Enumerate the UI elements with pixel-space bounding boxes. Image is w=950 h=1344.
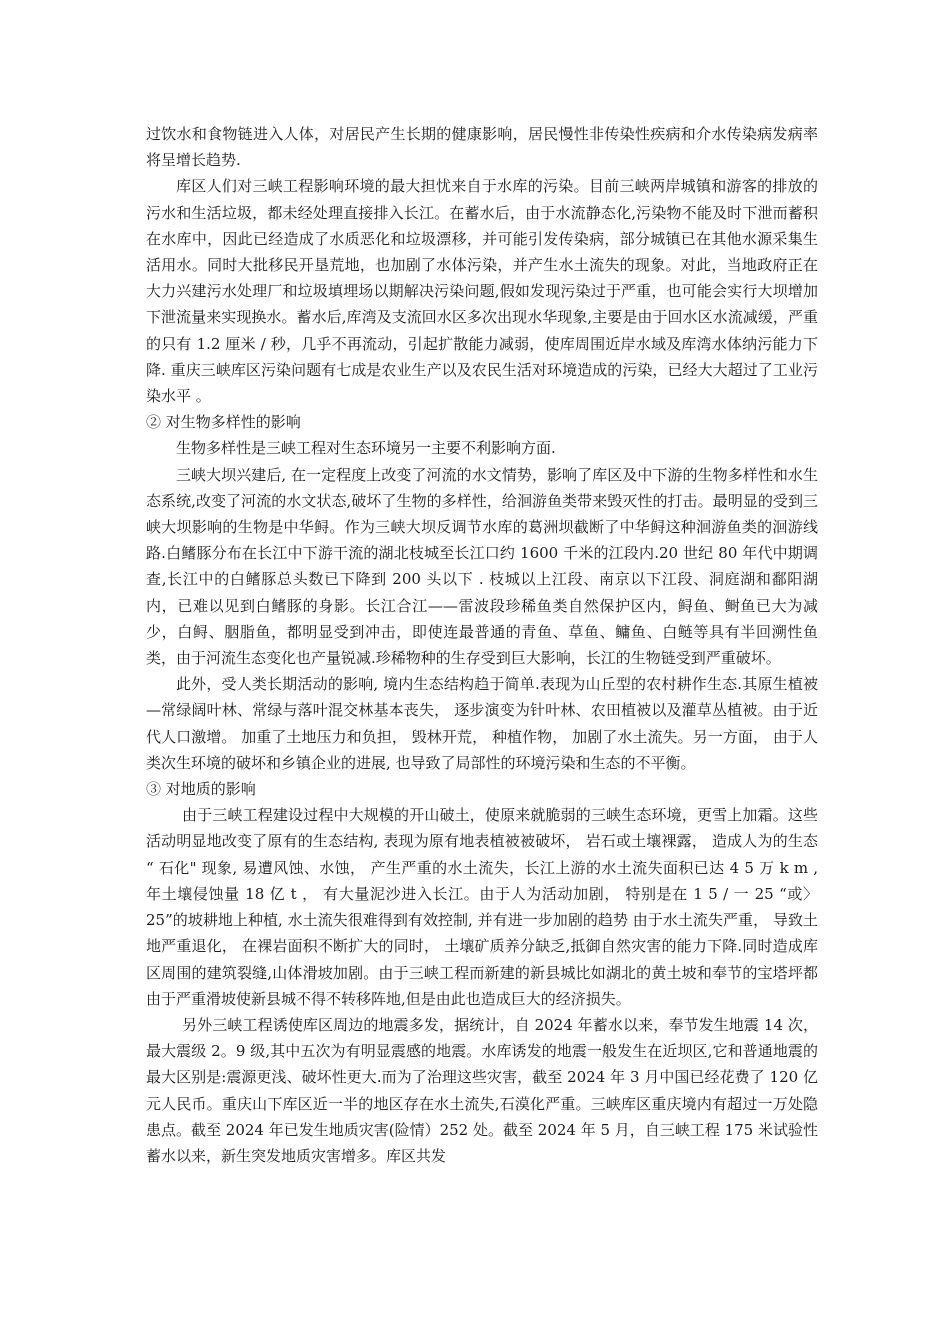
paragraph-earthquakes: 另外三峡工程诱使库区周边的地震多发，据统计，自 2024 年蓄水以来，奉节发生地震 14 次，最大震级 2。9 级,其中五次为有明显震感的地震。水库诱发的地震一般发生在近坝区,它和普通地震的最大区别是:震源更浅、破坏性更大.而为了治理这些灾害，截至 2024 年 3 月中国已经花费了 120 亿元人民币。重庆山下库区近一半的地区存在水土流失,石漠化严重。三峡库区重庆境内有超过一万处隐患点。截至 2024 年已发生地质灾害(险情）252 处。截至 2024 年 5 月，自三峡工程 175 米试验性蓄水以来，新生突发地质灾害增多。库区共发 bbox=[146, 1015, 818, 1165]
paragraph-soil-erosion: 由于三峡工程建设过程中大规模的开山破土，使原来就脆弱的三峡生态环境，更雪上加霜。这些活动明显地改变了原有的生态结构, 表现为原有地表植被被破坏， 岩石或土壤裸露， 造成人为的生态 “ 石化" 现象, 易遭风蚀、水蚀， 产生严重的水土流失，长江上游的水土流失面积已达 4 5 万 k m , 年土壤侵蚀量 18 亿 t ， 有大量泥沙进入长江。由于人为活动加剧， 特别是在 1 5 / 一 25 “或〉 25”的坡耕地上种植, 水土流失很难得到有效控制, 并有进一步加剧的趋势 由于水土流失严重， 导致土地严重退化， 在裸岩面积不断扩大的同时， 土壤矿质养分缺乏,抵御自然灾害的能力下降.同时造成库区周围的建筑裂缝,山体滑坡加剧。由于三峡工程而新建的新县城比如湖北的黄土坡和奉节的宝塔坪都由于严重滑坡使新县城不得不转移阵地,但是由此也造成巨大的经济损失。 bbox=[146, 806, 818, 1008]
paragraph-human-activity: 此外，受人类长期活动的影响, 境内生态结构趋于简单.表现为山丘型的农村耕作生态.其原生植被—常绿阔叶林、常绿与落叶混交林基本丧失， 逐步演变为针叶林、农田植被以及灌草丛植被。由于近代人口激增。 加重了土地压力和负担， 毁林开荒， 种植作物， 加剧了水土流失。另一方面， 由于人类次生环境的破坏和乡镇企业的进展, 也导致了局部性的环境污染和生态的不平衡。 bbox=[146, 675, 818, 772]
paragraph-fish-impact: 三峡大坝兴建后, 在一定程度上改变了河流的水文情势，影响了库区及中下游的生物多样性和水生态系统,改变了河流的水文状态,破坏了生物的多样性，给洄游鱼类带来毁灭性的打击。最明显的受到三峡大坝影响的生物是中华鲟。作为三峡大坝反调节水库的葛洲坝截断了中华鲟这种洄游鱼类的洄游线路.白鳍豚分布在长江中下游干流的湖北枝城至长江口约 1600 千米的江段内.20 世纪 80 年代中期调查,长江中的白鳍豚总头数已下降到 200 头以下 . 枝城以上江段、南京以下江段、洞庭湖和鄱阳湖内，已难以见到白鳍豚的身影。长江合江——雷波段珍稀鱼类自然保护区内，鲟鱼、鲥鱼已大为减少，白鲟、胭脂鱼，都明显受到冲击，即使连最普通的青鱼、草鱼、鳙鱼、白鲢等具有半回溯性鱼类，由于河流生态变化也产量锐减.珍稀物种的生存受到巨大影响，长江的生物链受到严重破坏。 bbox=[146, 465, 818, 668]
paragraph-reservoir-pollution: 库区人们对三峡工程影响环境的最大担忧来自于水库的污染。目前三峡两岸城镇和游客的排放的污水和生活垃圾，都未经处理直接排入长江。在蓄水后，由于水流静态化,污染物不能及时下泄而蓄积在水库中，因此已经造成了水质恶化和垃圾漂移，并可能引发传染病，部分城镇已在其他水源采集生活用水。同时大批移民开垦荒地，也加剧了水体污染，并产生水土流失的现象。对此，当地政府正在大力兴建污水处理厂和垃圾填埋场以期解决污染问题,假如发现污染过于严重，也可能会实行大坝增加下泄流量来实现换水。蓄水后,库湾及支流回水区多次出现水华现象,主要是由于回水区水流减缓，严重的只有 1.2 厘米 / 秒，几乎不再流动，引起扩散能力减弱，使库周围近岸水域及库湾水体纳污能力下降. 重庆三峡库区污染问题有七成是农业生产以及农民生活对环境造成的污染，已经大大超过了工业污染水平 。 bbox=[146, 177, 818, 406]
document-page bbox=[146, 121, 818, 1169]
paragraph-biodiversity-intro: 生物多样性是三峡工程对生态环境另一主要不利影响方面. bbox=[176, 439, 556, 458]
section-heading-geology: ③ 对地质的影响 bbox=[146, 780, 256, 799]
section-heading-biodiversity: ② 对生物多样性的影响 bbox=[146, 413, 301, 432]
paragraph-water-health: 过饮水和食物链进入人体，对居民产生长期的健康影响，居民慢性非传染性疾病和介水传染病发病率将呈增长趋势. bbox=[146, 125, 818, 170]
